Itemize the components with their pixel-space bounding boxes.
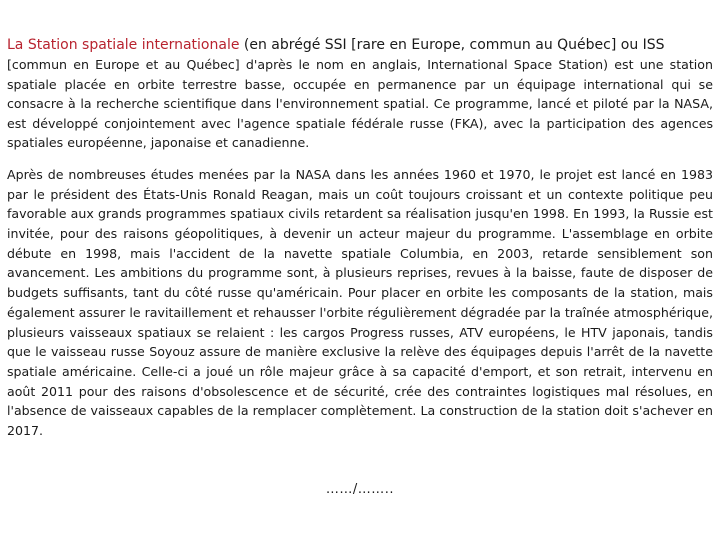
paragraph-1-body: [commun en Europe et au Québec] d'après le nom en anglais, International Space Station) est une station spatiale placée en orbite terrestre basse, occupée en permanence par un équipage international qui se consacre à la recherche scientifique dans l'environnement spatial. Ce programme, lancé et piloté par la NASA, est développé conjointement avec l'agence spatiale fédérale russe (FKA), avec la participation des agences spatiales européenne, japonaise et canadienne. xyxy=(7,57,713,151)
paragraph-2: Après de nombreuses études menées par la NASA dans les années 1960 et 1970, le projet est lancé en 1983 par le président des États-Unis Ronald Reagan, mais un coût toujours croissant et un contexte politique peu favorable aux grands programmes spatiaux civils retardent sa réalisation jusqu'en 1998. En 1993, la Russie est invitée, pour des raisons géopolitiques, à devenir un acteur majeur du programme. L'assemblage en orbite débute en 1998, mais l'accident de la navette spatiale Columbia, en 2003, retarde sensiblement son avancement. Les ambitions du programme sont, à plusieurs reprises, revues à la baisse, faute de disposer de budgets suffisants, tant du côté russe qu'américain. Pour placer en orbite les composants de la station, mais également assurer le ravitaillement et rehausser l'orbite régulièrement dégradée par la traînée atmosphérique, plusieurs vaisseaux spatiaux se relaient : les cargos Progress russes, ATV européens, le HTV japonais, tandis que le vaisseau russe Soyouz assure de manière exclusive la relève des équipages depuis l'arrêt de la navette spatiale américaine. Celle-ci a joué un rôle majeur grâce à sa capacité d'emport, et son retrait, intervenu en août 2011 pour des raisons d'obsolescence et de sécurité, crée des contraintes logistiques mal résolues, en l'absence de vaisseaux capables de la remplacer complètement. La construction de la station doit s'achever en 2017. xyxy=(7,166,713,439)
continuation-separator: ……/…….. xyxy=(325,482,395,497)
paragraph-1-first-line-text: (en abrégé SSI [rare en Europe, commun au Québec] ou ISS xyxy=(239,37,665,53)
document-body xyxy=(7,36,713,441)
iss-title-link[interactable]: La Station spatiale internationale xyxy=(7,37,240,53)
paragraph-1-first-line xyxy=(7,36,713,55)
